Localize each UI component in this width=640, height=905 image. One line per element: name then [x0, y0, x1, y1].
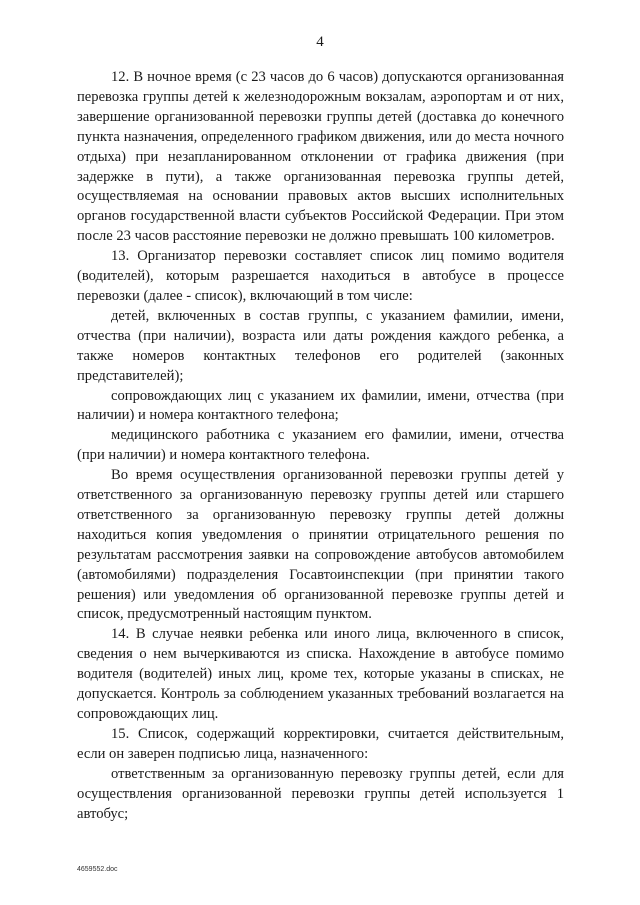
paragraph-13-documents: Во время осуществления организованной перевозки группы детей у ответственного за организованную перевозку группы детей или старшего ответственного за организованную перевозку группы детей должны находиться копия уведомления о принятии отрицательного решения по результатам рассмотрения заявки на сопровождение автобусов автомобилем (автомобилями) подразделения Госавтоинспекции (при принятии такого решения) или уведомления об организованной перевозке группы детей и список, предусмотренный настоящим пунктом.: [77, 467, 564, 623]
paragraph-15: 15. Список, содержащий корректировки, считается действительным, если он заверен подписью лица, назначенного:: [77, 725, 564, 762]
paragraph-13: 13. Организатор перевозки составляет список лиц помимо водителя (водителей), которым разрешается находиться в автобусе в процессе перевозки (далее - список), включающий в том числе:: [77, 248, 564, 304]
page-number: 4: [316, 34, 324, 50]
document-body: [77, 68, 564, 824]
list-item-medic: медицинского работника с указанием его фамилии, имени, отчества (при наличии) и номера контактного телефона.: [77, 427, 564, 464]
list-item-children: детей, включенных в состав группы, с указанием фамилии, имени, отчества (при наличии), возраста или даты рождения каждого ребенка, а также номеров контактных телефонов его родителей (законных представителей);: [77, 307, 564, 384]
paragraph-14: 14. В случае неявки ребенка или иного лица, включенного в список, сведения о нем вычеркиваются из списка. Нахождение в автобусе помимо водителя (водителей) иных лиц, кроме тех, которые указаны в списках, не допускается. Контроль за соблюдением указанных требований возлагается на сопровождающих лиц.: [77, 626, 564, 722]
paragraph-12: 12. В ночное время (с 23 часов до 6 часов) допускаются организованная перевозка группы детей к железнодорожным вокзалам, аэропортам и от них, завершение организованной перевозки группы детей (доставка до конечного пункта назначения, определенного графиком движения, или до места ночного отдыха) при незапланированном отклонении от графика движения (при задержке в пути), а также организованная перевозка группы детей, осуществляемая на основании правовых актов высших исполнительных органов государственной власти субъектов Российской Федерации. При этом после 23 часов расстояние перевозки не должно превышать 100 километров.: [77, 69, 564, 245]
list-item-escorts: сопровождающих лиц с указанием их фамилии, имени, отчества (при наличии) и номера контактного телефона;: [77, 387, 564, 424]
footer-filename: 4659552.doc: [77, 866, 118, 873]
list-item-responsible: ответственным за организованную перевозку группы детей, если для осуществления организованной перевозки группы детей используется 1 автобус;: [77, 765, 564, 822]
